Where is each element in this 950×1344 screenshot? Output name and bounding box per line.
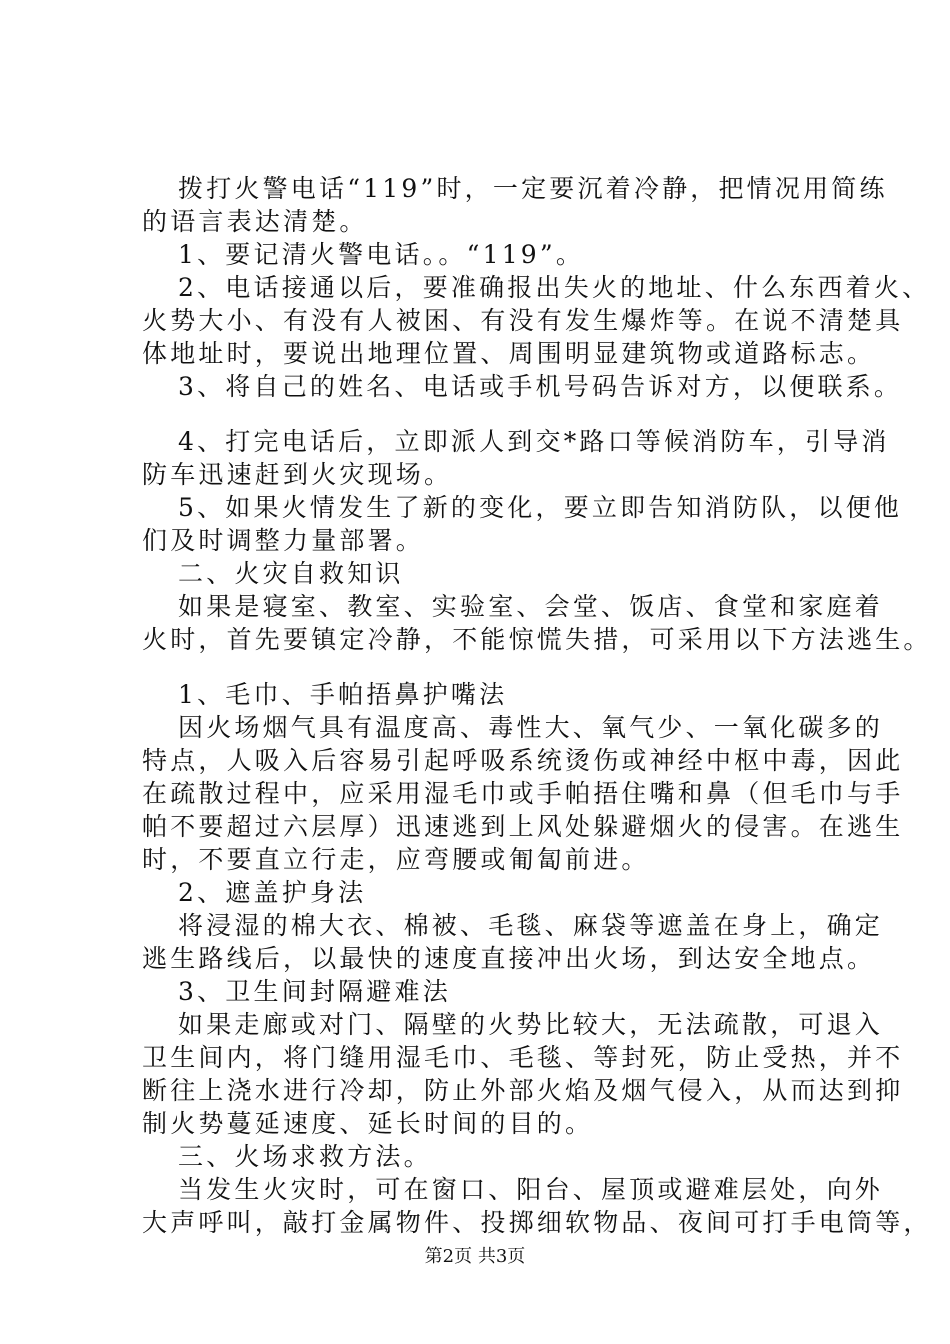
paragraph-line: 的语言表达清楚。: [142, 207, 368, 236]
paragraph-line: 火势大小、有没有人被困、有没有发生爆炸等。在说不清楚具: [142, 306, 904, 335]
paragraph-line: 大声呼叫，敲打金属物件、投掷细软物品、夜间可打手电筒等，: [142, 1208, 932, 1237]
paragraph-line: 如果走廊或对门、隔壁的火势比较大，无法疏散，可退入: [178, 1010, 884, 1039]
paragraph-line: 将浸湿的棉大衣、棉被、毛毯、麻袋等遮盖在身上，确定: [178, 911, 884, 940]
paragraph-line: 体地址时，要说出地理位置、周围明显建筑物或道路标志。: [142, 339, 876, 368]
paragraph-line: 防车迅速赶到火灾现场。: [142, 460, 453, 489]
blank-gap: [142, 403, 852, 425]
paragraph-line: 制火势蔓延速度、延长时间的目的。: [142, 1109, 594, 1138]
section-heading: 三、火场求救方法。: [178, 1142, 432, 1171]
subsection-heading: 2、遮盖护身法: [178, 878, 367, 907]
section-heading: 二、火灾自救知识: [178, 559, 404, 588]
paragraph-line: 如果是寝室、教室、实验室、会堂、饭店、食堂和家庭着: [178, 592, 884, 621]
paragraph-line: 断往上浇水进行冷却，防止外部火焰及烟气侵入，从而达到抑: [142, 1076, 904, 1105]
page-number-footer: 第2页 共3页: [424, 1246, 526, 1267]
paragraph-line: 4、打完电话后，立即派人到交*路口等候消防车，引导消: [178, 427, 890, 456]
paragraph-line: 拨打火警电话“119”时，一定要沉着冷静，把情况用简练: [178, 174, 888, 203]
paragraph-line: 帕不要超过六层厚）迅速逃到上风处躲避烟火的侵害。在逃生: [142, 812, 904, 841]
subsection-heading: 1、毛巾、手帕捂鼻护嘴法: [178, 680, 508, 709]
paragraph-line: 5、如果火情发生了新的变化，要立即告知消防队，以便他: [178, 493, 903, 522]
paragraph-line: 火时，首先要镇定冷静，不能惊慌失措，可采用以下方法逃生。: [142, 625, 932, 654]
subsection-heading: 3、卫生间封隔避难法: [178, 977, 451, 1006]
paragraph-line: 特点，人吸入后容易引起呼吸系统烫伤或神经中枢中毒，因此: [142, 746, 904, 775]
paragraph-line: 3、将自己的姓名、电话或手机号码告诉对方，以便联系。: [178, 372, 903, 401]
blank-gap: [142, 656, 852, 678]
paragraph-line: 时，不要直立行走，应弯腰或匍匐前进。: [142, 845, 650, 874]
paragraph-line: 卫生间内，将门缝用湿毛巾、毛毯、等封死，防止受热，并不: [142, 1043, 904, 1072]
paragraph-line: 因火场烟气具有温度高、毒性大、氧气少、一氧化碳多的: [178, 713, 884, 742]
paragraph-line: 逃生路线后，以最快的速度直接冲出火场，到达安全地点。: [142, 944, 876, 973]
paragraph-line: 们及时调整力量部署。: [142, 526, 425, 555]
paragraph-line: 在疏散过程中，应采用湿毛巾或手帕捂住嘴和鼻（但毛巾与手: [142, 779, 904, 808]
paragraph-line: 当发生火灾时，可在窗口、阳台、屋顶或避难层处，向外: [178, 1175, 884, 1204]
paragraph-line: 1、要记清火警电话。。“119”。: [178, 240, 585, 269]
paragraph-line: 2、电话接通以后，要准确报出失火的地址、什么东西着火、: [178, 273, 931, 302]
body-text: [142, 172, 932, 1239]
